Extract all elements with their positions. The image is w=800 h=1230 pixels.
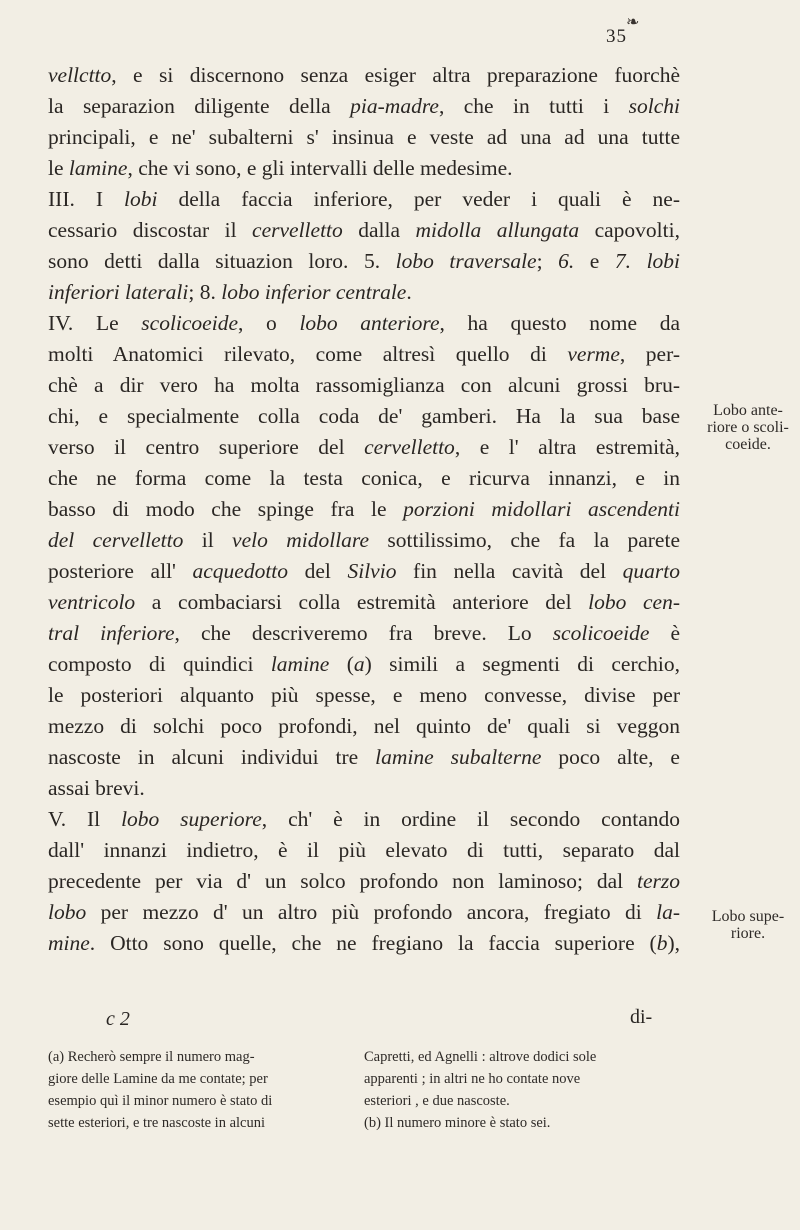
italic-term: cervelletto (252, 218, 343, 242)
text-run: verso il centro superiore del (48, 435, 365, 459)
italic-term: lobo superiore (121, 807, 262, 831)
italic-term: cervelletto (364, 435, 455, 459)
italic-term: lobi (124, 187, 158, 211)
italic-term: tral inferiore (48, 621, 175, 645)
italic-term: 6. (558, 249, 575, 273)
text-run: fin nella cavità del (396, 559, 623, 583)
italic-term: ventricolo (48, 590, 136, 614)
italic-term: lobo (48, 900, 87, 924)
text-run: a combaciarsi colla estremità anteriore del (135, 590, 589, 614)
footnote-line: (b) Il numero minore è stato sei. (364, 1115, 551, 1131)
italic-term: lamine (68, 156, 128, 180)
italic-term: b (656, 931, 668, 955)
text-line (48, 494, 680, 525)
italic-term: 7. (614, 249, 632, 273)
text-run: le (48, 156, 69, 180)
italic-term: mine (48, 931, 90, 955)
text-run: . (406, 280, 412, 304)
italic-term: Silvio (347, 559, 397, 583)
text-run: V. Il (48, 807, 122, 831)
footnote-line: Capretti, ed Agnelli : altrove dodici sole (364, 1049, 597, 1065)
text-run: , che descriveremo fra breve. Lo (174, 621, 553, 645)
text-run: poco alte, e (541, 745, 680, 769)
italic-term: vellctto (48, 63, 112, 87)
text-line (48, 401, 680, 432)
text-run: della faccia inferiore, per veder i quali è ne- (157, 187, 680, 211)
italic-term: scolicoeide (552, 621, 650, 645)
text-line (48, 804, 680, 835)
text-line (48, 184, 680, 215)
italic-term: midolla allungata (415, 218, 580, 242)
text-line (48, 432, 680, 463)
italic-term: la- (656, 900, 680, 924)
text-line (48, 773, 680, 804)
italic-term: scolicoeide (141, 311, 238, 335)
italic-term: lamine (270, 652, 330, 676)
text-run: , ha questo nome da (439, 311, 680, 335)
text-line (48, 618, 680, 649)
footnote-line: giore delle Lamine da me contate; per (48, 1071, 268, 1087)
text-line (48, 525, 680, 556)
italic-term: lobo cen- (588, 590, 681, 614)
text-line (48, 122, 680, 153)
text-line (48, 556, 680, 587)
text-line (48, 866, 680, 897)
text-run (631, 249, 647, 273)
text-run: , o (238, 311, 300, 335)
text-run: ; (536, 249, 559, 273)
italic-term: pia-madre (350, 94, 439, 118)
text-run: dall' innanzi indietro, è il più elevato di tutti, separato dal (48, 838, 680, 862)
italic-term: del cervelletto (48, 528, 184, 552)
text-run: il (183, 528, 233, 552)
text-run: la separazion diligente della (48, 94, 351, 118)
text-run: cessario discostar il (48, 218, 253, 242)
text-run: mezzo di solchi poco profondi, nel quinto de' quali si veggon (48, 714, 680, 738)
text-run: , ch' è in ordine il secondo contando (261, 807, 680, 831)
italic-term: verme (567, 342, 620, 366)
printer-ornament-icon: ❧ (626, 14, 640, 31)
footnote-a (48, 1046, 348, 1134)
footnote-line: esempio quì il minor numero è stato di (48, 1093, 273, 1109)
text-run: , e l' altra estremità, (454, 435, 680, 459)
text-line (48, 587, 680, 618)
margin-note-line: Lobo ante- (713, 402, 783, 419)
text-run: ; 8. (188, 280, 222, 304)
page-number: 35 (606, 26, 627, 47)
text-run: , che vi sono, e gli intervalli delle medesime. (127, 156, 513, 180)
italic-term: lobo traversale (395, 249, 537, 273)
text-line (48, 153, 680, 184)
catchword: di- (630, 1006, 653, 1028)
text-run: e (574, 249, 615, 273)
text-line (48, 649, 680, 680)
text-line (48, 742, 680, 773)
text-run: III. I (48, 187, 124, 211)
margin-note-lobo-anteriore (700, 402, 796, 453)
text-run: molti Anatomici rilevato, come altresì quello di (48, 342, 568, 366)
text-run: del (288, 559, 348, 583)
text-line (48, 246, 680, 277)
text-line (48, 463, 680, 494)
text-run: capovolti, (579, 218, 680, 242)
text-run: principali, e ne' subalterni s' insinua e veste ad una ad una tutte (48, 125, 680, 149)
footnote-line: apparenti ; in altri ne ho contate nove (364, 1071, 581, 1087)
italic-term: porzioni midollari ascendenti (403, 497, 680, 521)
text-run: posteriore all' (48, 559, 193, 583)
text-run: assai brevi. (48, 776, 145, 800)
text-line (48, 339, 680, 370)
footnote-b (364, 1046, 684, 1134)
text-line (48, 60, 680, 91)
body-text (48, 60, 680, 959)
text-run: è (649, 621, 680, 645)
margin-note-line: riore o scoli- (707, 419, 789, 436)
text-run: nascoste in alcuni individui tre (48, 745, 376, 769)
text-run: ( (329, 652, 354, 676)
signature-mark: c 2 (106, 1008, 130, 1030)
footnote-line: (a) Recherò sempre il numero mag- (48, 1049, 255, 1065)
italic-term: lobo anteriore (299, 311, 440, 335)
italic-term: lobi (646, 249, 681, 273)
text-run: basso di modo che spinge fra le (48, 497, 404, 521)
text-run: , che in tutti i (438, 94, 629, 118)
italic-term: inferiori laterali (48, 280, 189, 304)
text-line (48, 215, 680, 246)
text-line (48, 308, 680, 339)
italic-term: velo midollare (232, 528, 370, 552)
text-run: sono detti dalla situazion loro. 5. (48, 249, 396, 273)
text-run: chi, e specialmente colla coda de' gamberi. Ha la sua base (48, 404, 680, 428)
text-line (48, 835, 680, 866)
text-run: , per- (619, 342, 680, 366)
margin-note-line: Lobo supe- (711, 908, 785, 925)
text-line (48, 91, 680, 122)
text-line (48, 680, 680, 711)
text-run: IV. Le (48, 311, 142, 335)
italic-term: terzo (637, 869, 680, 893)
text-line (48, 711, 680, 742)
text-run: . Otto sono quelle, che ne fregiano la faccia superiore ( (89, 931, 657, 955)
italic-term: solchi (628, 94, 680, 118)
italic-term: lobo inferior centrale (221, 280, 407, 304)
text-run: ), (667, 931, 680, 955)
margin-note-lobo-superiore (700, 908, 796, 942)
text-run: precedente per via d' un solco profondo non laminoso; dal (48, 869, 637, 893)
text-run: per mezzo d' un altro più profondo ancora, fregiato di (86, 900, 657, 924)
text-line (48, 277, 680, 308)
text-run: sottilissimo, che fa la parete (369, 528, 680, 552)
text-run: le posteriori alquanto più spesse, e meno convesse, divise per (48, 683, 680, 707)
text-run: composto di quindici (48, 652, 271, 676)
text-line (48, 928, 680, 959)
text-line (48, 897, 680, 928)
text-run: chè a dir vero ha molta rassomiglianza con alcuni grossi bru- (48, 373, 680, 397)
text-run: , e si discernono senza esiger altra preparazione fuorchè (111, 63, 680, 87)
text-run: dalla (342, 218, 416, 242)
italic-term: a (353, 652, 365, 676)
margin-note-line: coeide. (725, 436, 771, 453)
footnote-line: esteriori , e due nascoste. (364, 1093, 510, 1109)
text-run: che ne forma come la testa conica, e ricurva innanzi, e in (48, 466, 680, 490)
text-line (48, 370, 680, 401)
footnote-line: sette esteriori, e tre nascoste in alcuni (48, 1115, 266, 1131)
italic-term: acquedotto (192, 559, 289, 583)
margin-note-line: riore. (730, 925, 766, 942)
italic-term: quarto (622, 559, 680, 583)
text-run: ) simili a segmenti di cerchio, (364, 652, 681, 676)
italic-term: lamine subalterne (375, 745, 542, 769)
